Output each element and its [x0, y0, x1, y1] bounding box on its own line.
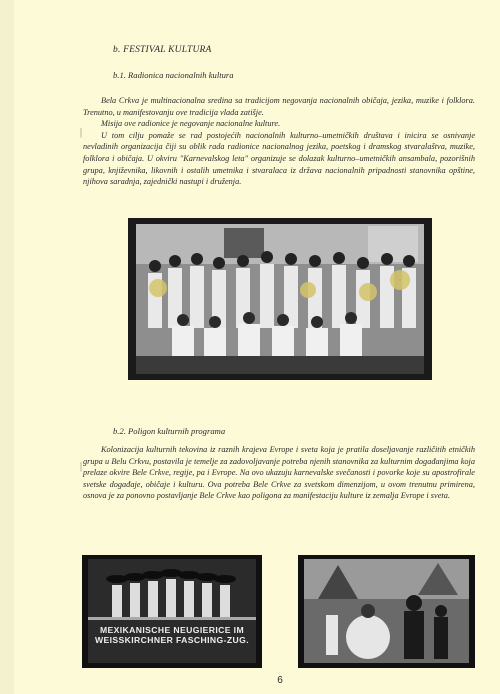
photo-banner-line-2: WEISSKIRCHNER FASCHING-ZUG. — [94, 635, 250, 645]
margin-mark-2: | — [80, 461, 83, 472]
subsection-title-2: b.2. Poligon kulturnih programa — [113, 426, 226, 436]
photo-carnival-street — [298, 555, 475, 668]
subsection-title-1: b.1. Radionica nacionalnih kultura — [113, 70, 234, 80]
photo-carnival-street-image — [298, 555, 475, 668]
photo-carnival-banner — [82, 555, 262, 668]
page-edge — [0, 0, 14, 694]
photo-band-group — [128, 218, 432, 380]
photo-banner-line-1: MEXIKANISCHE NEUGIERICE IM — [99, 625, 245, 635]
photo-band-group-image — [128, 218, 432, 380]
paragraph-1-line-1: Bela Crkva je multinacionalna sredina sa tradicijom negovanja nacionalnih običaja, jezika, muzike i folklora. Trenutno, u manifestovanju ove tradicija vlada zatišje. — [83, 96, 475, 117]
paragraph-1 — [83, 95, 475, 188]
paragraph-1-line-2: Misija ove radionice je negovanje nacionalne kulture. — [101, 119, 281, 129]
section-title: b. FESTIVAL KULTURA — [113, 45, 212, 55]
page-number: 6 — [277, 675, 283, 686]
margin-mark: | — [80, 127, 83, 138]
paragraph-2 — [83, 444, 475, 502]
photo-banner-caption — [90, 625, 254, 645]
paragraph-1-line-3: U tom cilju pomaže se rad postojećih nacionalnih kulturno–umetničkih društava i inicira se osnivanje nevladinih organizacija čiji su oblik rada radionice nacionalnog jezika, poetskog i dramskog stvaralaštva, muzike, folklora i običaja. U okviru "Karnevalskog leta" organizuje se dolazak kulturno–umetničkih ansambala, pozorišnih grupa, književnika, likovnih i ostalih umetnika i stvaralaca iz država nacionalnih pripadnosti stanovnika opštine, njihova saradnja, zajednički nastupi i druženja. — [83, 130, 475, 187]
paragraph-2-text: Kolonizacija kulturnih tekovina iz raznih krajeva Evrope i sveta koja je pratila doseljavanje različitih etničkih grupa u Belu Crkvu, postavila je temelje za zadovoljavanje potreba njenih stanovnika za kulturnim događanjima koja prelaze okvire Bele Crkve, regije, pa i Evrope. Na ovo ukazuju karnevalske svečanosti i povorke koje su apostrofirale svetske događaje, običaje i kulturu. Ova potreba Bele Crkve za svetskom dimenzijom, u ovom trenutnu primirena, osnova je za ponovno postavljanje Bele Crkve kao poligona za manifestaciju kulture iz zemalja Evrope i sveta. — [83, 445, 475, 501]
photo-carnival-banner-image — [82, 555, 262, 668]
